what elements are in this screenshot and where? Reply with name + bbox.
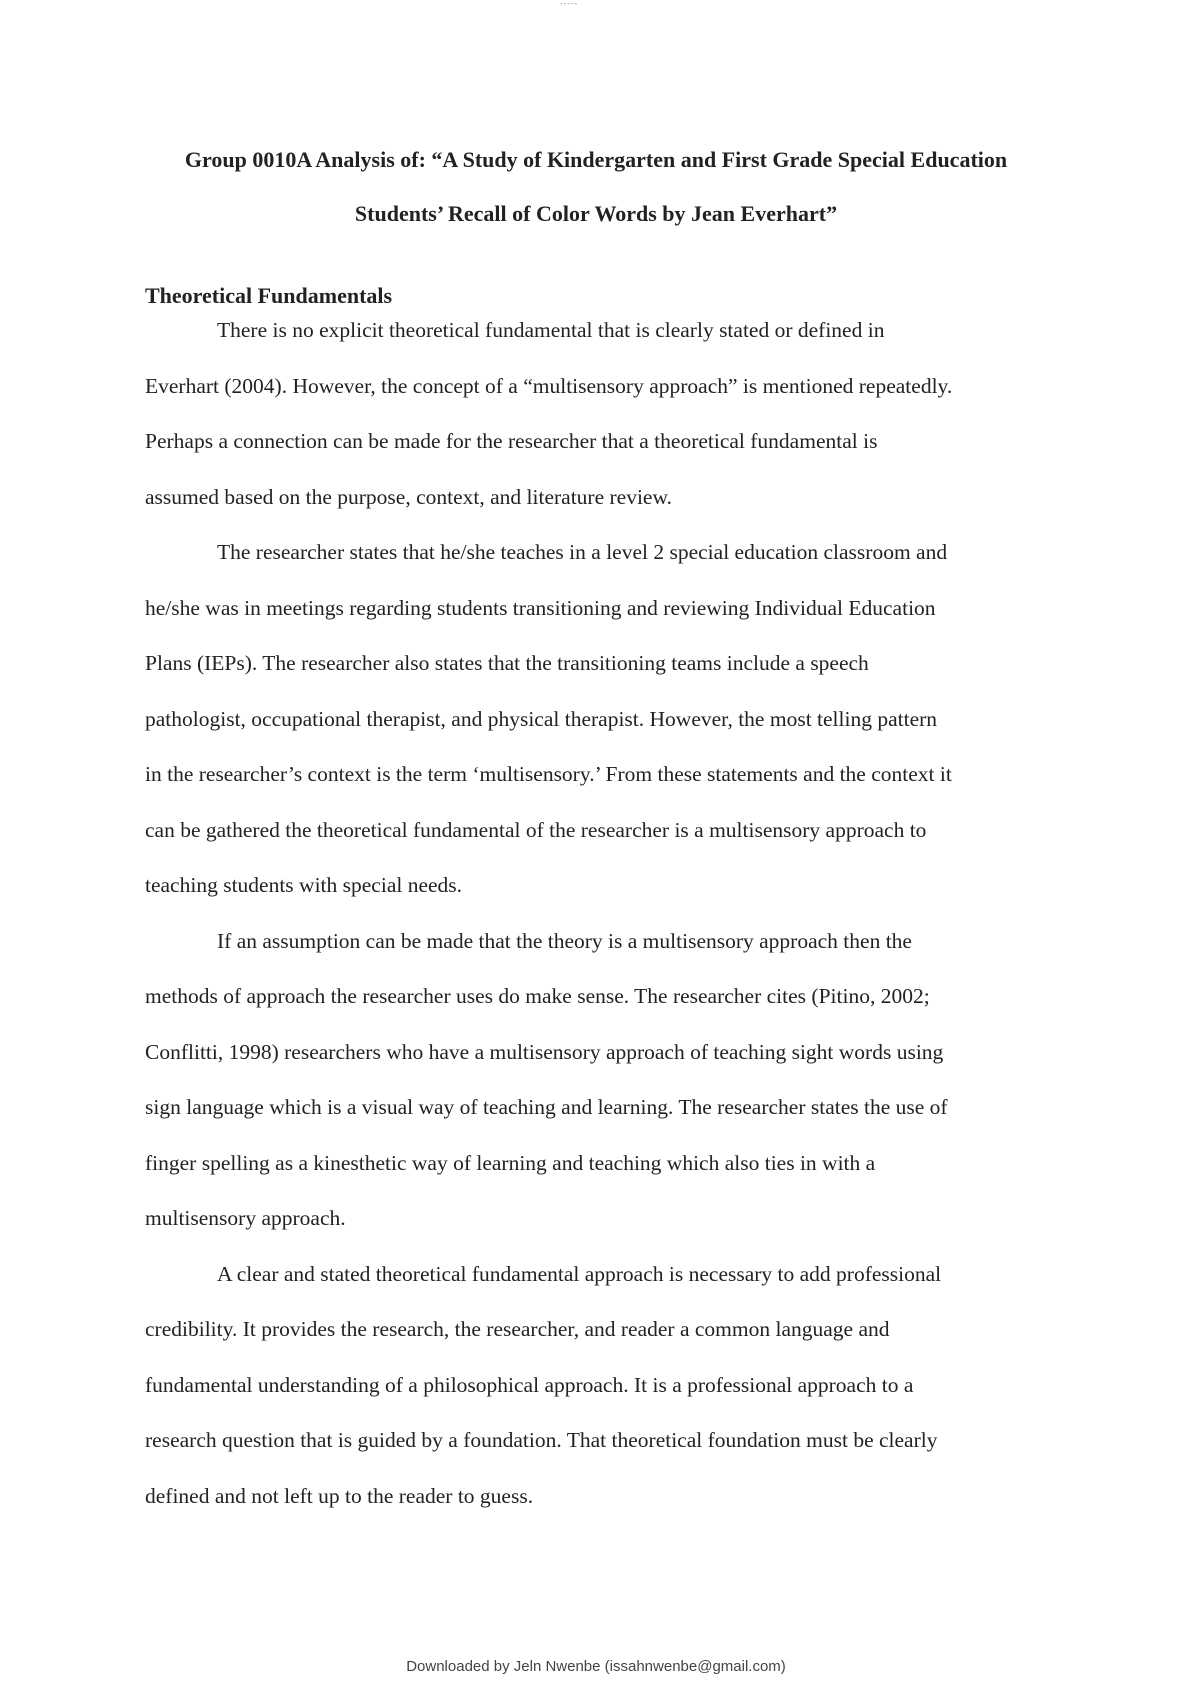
document-title [120,133,1072,241]
paragraph-line: pathologist, occupational therapist, and physical therapist. However, the most telling pattern [145,706,938,731]
paragraph-3 [145,914,1065,1247]
paragraph-4 [145,1247,1065,1525]
body-text [145,303,1065,1524]
paragraph-line: multisensory approach. [145,1206,346,1230]
paragraph-line: research question that is guided by a foundation. That theoretical foundation must be clearly [145,1428,938,1452]
paragraph-line: Conflitti, 1998) researchers who have a multisensory approach of teaching sight words using [145,1039,944,1064]
download-footer: Downloaded by Jeln Nwenbe (issahnwenbe@gmail.com) [406,1658,786,1675]
section-heading: Theoretical Fundamentals [145,283,393,308]
paragraph-2 [145,525,1065,914]
paragraph-line: Plans (IEPs). The researcher also states that the transitioning teams include a speech [145,651,869,675]
paragraph-1 [145,303,1065,525]
paragraph-line: assumed based on the purpose, context, and literature review. [145,484,672,509]
paragraph-line: in the researcher’s context is the term ‘multisensory.’ From these statements and the context it [145,762,952,786]
document-title-line-2: Students’ Recall of Color Words by Jean Everhart” [354,201,838,226]
paragraph-line: A clear and stated theoretical fundamental approach is necessary to add professional [217,1261,942,1286]
paragraph-line: finger spelling as a kinesthetic way of learning and teaching which also ties in with a [145,1150,876,1175]
paragraph-line: Perhaps a connection can be made for the researcher that a theoretical fundamental is [145,429,878,453]
paragraph-line: can be gathered the theoretical fundamental of the researcher is a multisensory approach to [145,817,927,842]
paragraph-line: credibility. It provides the research, the researcher, and reader a common language and [145,1317,890,1341]
paragraph-line: The researcher states that he/she teaches in a level 2 special education classroom and [217,540,948,564]
document-title-line-1: Group 0010A Analysis of: “A Study of Kindergarten and First Grade Special Education [184,147,1008,172]
header-mark: ----- [560,0,579,8]
paragraph-line: sign language which is a visual way of teaching and learning. The researcher states the use of [145,1095,948,1119]
paragraph-line: Everhart (2004). However, the concept of a “multisensory approach” is mentioned repeatedly. [145,373,953,398]
paragraph-line: teaching students with special needs. [145,873,463,897]
paragraph-line: defined and not left up to the reader to guess. [145,1483,534,1508]
paragraph-line: If an assumption can be made that the theory is a multisensory approach then the [217,928,912,953]
paragraph-line: There is no explicit theoretical fundamental that is clearly stated or defined in [217,318,885,342]
paragraph-line: fundamental understanding of a philosophical approach. It is a professional approach to a [145,1372,914,1397]
paragraph-line: methods of approach the researcher uses do make sense. The researcher cites (Pitino, 2002; [145,984,930,1008]
paragraph-line: he/she was in meetings regarding students transitioning and reviewing Individual Education [145,595,936,620]
